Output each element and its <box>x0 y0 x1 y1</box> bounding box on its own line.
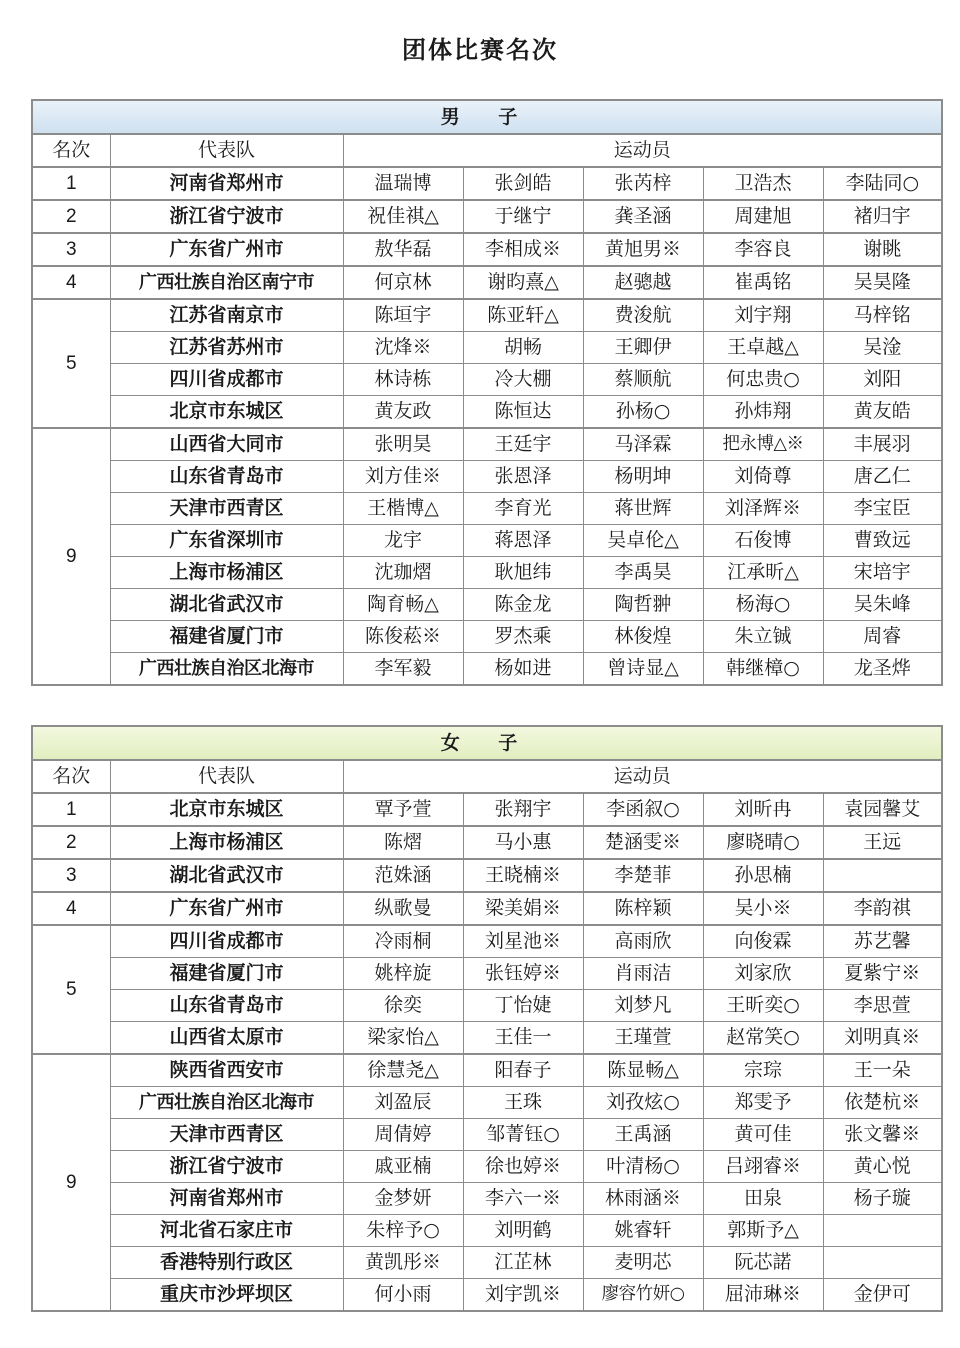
athlete-name: 吴小※ <box>703 892 823 925</box>
athlete-name: 江芷林 <box>463 1247 583 1279</box>
team-name: 福建省厦门市 <box>110 621 343 653</box>
team-row <box>32 1087 942 1119</box>
athlete-name: 刘方佳※ <box>343 461 463 493</box>
athlete-name: 唐乙仁 <box>823 461 942 493</box>
section-label: 男 子 <box>32 100 942 134</box>
athlete-name: 马梓铭 <box>823 299 942 332</box>
athlete-name: 叶清杨○ <box>583 1151 703 1183</box>
athlete-name: 王瑾萱 <box>583 1022 703 1055</box>
athlete-name: 杨子璇 <box>823 1183 942 1215</box>
rank-cell: 2 <box>32 826 110 859</box>
athlete-name: 依楚杭※ <box>823 1087 942 1119</box>
athlete-name: 王卿伊 <box>583 332 703 364</box>
team-row <box>32 1151 942 1183</box>
athlete-name: 朱梓予○ <box>343 1215 463 1247</box>
athlete-name: 刘明鹤 <box>463 1215 583 1247</box>
athlete-name: 王远 <box>823 826 942 859</box>
men-ranking-table <box>31 99 943 686</box>
athlete-name: 崔禹铭 <box>703 266 823 299</box>
team-name: 山东省青岛市 <box>110 990 343 1022</box>
team-name: 上海市杨浦区 <box>110 557 343 589</box>
athlete-name: 吴淦 <box>823 332 942 364</box>
athlete-name: 宗琮 <box>703 1054 823 1087</box>
team-name: 浙江省宁波市 <box>110 1151 343 1183</box>
athlete-name: 刘梦凡 <box>583 990 703 1022</box>
athlete-name: 龚圣涵 <box>583 200 703 233</box>
athlete-name: 冷大棚 <box>463 364 583 396</box>
athlete-name: 金梦妍 <box>343 1183 463 1215</box>
team-row <box>32 892 942 925</box>
section-label: 女 子 <box>32 726 942 760</box>
athlete-name <box>823 1215 942 1247</box>
athlete-name: 刘泽辉※ <box>703 493 823 525</box>
team-name: 湖北省武汉市 <box>110 859 343 892</box>
athlete-name: 金伊可 <box>823 1279 942 1312</box>
team-name: 天津市西青区 <box>110 493 343 525</box>
athlete-name: 温瑞博 <box>343 167 463 200</box>
athlete-name: 杨明坤 <box>583 461 703 493</box>
athlete-name: 刘盈辰 <box>343 1087 463 1119</box>
athlete-name: 罗杰乘 <box>463 621 583 653</box>
team-row <box>32 428 942 461</box>
athlete-name: 王禹涵 <box>583 1119 703 1151</box>
athlete-name: 刘星池※ <box>463 925 583 958</box>
athlete-name: 徐慧尧△ <box>343 1054 463 1087</box>
athlete-name: 阮芯諾 <box>703 1247 823 1279</box>
athlete-name: 龙宇 <box>343 525 463 557</box>
athlete-name <box>823 1247 942 1279</box>
team-name: 广东省广州市 <box>110 233 343 266</box>
athlete-name: 韩继樟○ <box>703 653 823 686</box>
team-row <box>32 1022 942 1055</box>
athlete-name: 李思萱 <box>823 990 942 1022</box>
team-name: 广东省深圳市 <box>110 525 343 557</box>
athlete-name: 周建旭 <box>703 200 823 233</box>
team-name: 四川省成都市 <box>110 364 343 396</box>
team-name: 陕西省西安市 <box>110 1054 343 1087</box>
athlete-name: 王昕奕○ <box>703 990 823 1022</box>
athlete-name: 蒋世辉 <box>583 493 703 525</box>
team-name: 河南省郑州市 <box>110 1183 343 1215</box>
athlete-name: 曾诗显△ <box>583 653 703 686</box>
team-name: 山东省青岛市 <box>110 461 343 493</box>
rank-cell: 3 <box>32 859 110 892</box>
team-row <box>32 493 942 525</box>
athlete-name: 石俊博 <box>703 525 823 557</box>
athlete-name: 夏紫宁※ <box>823 958 942 990</box>
team-row <box>32 1119 942 1151</box>
athlete-name: 吴朱峰 <box>823 589 942 621</box>
athlete-name: 李陆同○ <box>823 167 942 200</box>
rank-cell: 3 <box>32 233 110 266</box>
women-ranking-table <box>31 725 943 1312</box>
athlete-name: 屈沛琳※ <box>703 1279 823 1312</box>
athlete-name: 李楚菲 <box>583 859 703 892</box>
athlete-name: 梁美娟※ <box>463 892 583 925</box>
team-name: 山西省太原市 <box>110 1022 343 1055</box>
rank-cell: 9 <box>32 428 110 685</box>
team-name: 四川省成都市 <box>110 925 343 958</box>
team-name: 福建省厦门市 <box>110 958 343 990</box>
athlete-name: 袁园馨艾 <box>823 793 942 826</box>
team-row <box>32 589 942 621</box>
athlete-name: 费浚航 <box>583 299 703 332</box>
athlete-name: 赵常笑○ <box>703 1022 823 1055</box>
rank-cell: 4 <box>32 892 110 925</box>
athlete-name: 李育光 <box>463 493 583 525</box>
team-name: 上海市杨浦区 <box>110 826 343 859</box>
team-name: 广西壮族自治区北海市 <box>110 1087 343 1119</box>
team-row <box>32 266 942 299</box>
athlete-name: 黄友政 <box>343 396 463 429</box>
athlete-name: 丰展羽 <box>823 428 942 461</box>
athlete-name: 郑雯予 <box>703 1087 823 1119</box>
team-row <box>32 990 942 1022</box>
rank-cell: 5 <box>32 925 110 1054</box>
team-name: 重庆市沙坪坝区 <box>110 1279 343 1312</box>
athlete-name: 沈珈熠 <box>343 557 463 589</box>
athlete-name: 耿旭纬 <box>463 557 583 589</box>
athlete-name: 宋培宇 <box>823 557 942 589</box>
athlete-name: 廖晓晴○ <box>703 826 823 859</box>
athlete-name: 徐奕 <box>343 990 463 1022</box>
team-name: 浙江省宁波市 <box>110 200 343 233</box>
team-name: 香港特别行政区 <box>110 1247 343 1279</box>
team-name: 广东省广州市 <box>110 892 343 925</box>
athlete-name: 廖容竹妍○ <box>583 1279 703 1312</box>
rank-cell: 1 <box>32 793 110 826</box>
athlete-name: 李军毅 <box>343 653 463 686</box>
athlete-name: 陈显畅△ <box>583 1054 703 1087</box>
athlete-name: 戚亚楠 <box>343 1151 463 1183</box>
athlete-name: 冷雨桐 <box>343 925 463 958</box>
athlete-name: 江承昕△ <box>703 557 823 589</box>
team-row <box>32 525 942 557</box>
team-row <box>32 461 942 493</box>
athlete-name: 龙圣烨 <box>823 653 942 686</box>
team-name: 北京市东城区 <box>110 793 343 826</box>
rank-cell: 4 <box>32 266 110 299</box>
athlete-name: 林俊煌 <box>583 621 703 653</box>
athlete-name <box>823 859 942 892</box>
athlete-name: 李宝臣 <box>823 493 942 525</box>
section-band <box>32 100 942 134</box>
header-athletes: 运动员 <box>343 760 942 793</box>
athlete-name: 把永博△※ <box>703 428 823 461</box>
athlete-name: 周睿 <box>823 621 942 653</box>
team-row <box>32 621 942 653</box>
team-row <box>32 859 942 892</box>
athlete-name: 王晓楠※ <box>463 859 583 892</box>
athlete-name: 王廷宇 <box>463 428 583 461</box>
athlete-name: 张剑皓 <box>463 167 583 200</box>
athlete-name: 蒋恩泽 <box>463 525 583 557</box>
athlete-name: 何小雨 <box>343 1279 463 1312</box>
athlete-name: 徐也婷※ <box>463 1151 583 1183</box>
athlete-name: 李禹昊 <box>583 557 703 589</box>
athlete-name: 赵骢越 <box>583 266 703 299</box>
athlete-name: 陶育畅△ <box>343 589 463 621</box>
athlete-name: 阳春子 <box>463 1054 583 1087</box>
header-team: 代表队 <box>110 134 343 167</box>
athlete-name: 刘昕冉 <box>703 793 823 826</box>
athlete-name: 姚睿轩 <box>583 1215 703 1247</box>
rank-cell: 1 <box>32 167 110 200</box>
athlete-name: 王佳一 <box>463 1022 583 1055</box>
athlete-name: 沈烽※ <box>343 332 463 364</box>
page-title: 团体比赛名次 <box>402 36 558 64</box>
team-row <box>32 1054 942 1087</box>
athlete-name: 刘宇凯※ <box>463 1279 583 1312</box>
athlete-name: 卫浩杰 <box>703 167 823 200</box>
team-row <box>32 1247 942 1279</box>
athlete-name: 李函叙○ <box>583 793 703 826</box>
team-row <box>32 200 942 233</box>
team-name: 天津市西青区 <box>110 1119 343 1151</box>
team-row <box>32 1279 942 1312</box>
athlete-name: 郭斯予△ <box>703 1215 823 1247</box>
athlete-name: 吴卓伦△ <box>583 525 703 557</box>
header-athletes: 运动员 <box>343 134 942 167</box>
athlete-name: 孙炜翔 <box>703 396 823 429</box>
athlete-name: 张恩泽 <box>463 461 583 493</box>
athlete-name: 楚涵雯※ <box>583 826 703 859</box>
athlete-name: 王卓越△ <box>703 332 823 364</box>
athlete-name: 林雨涵※ <box>583 1183 703 1215</box>
athlete-name: 田泉 <box>703 1183 823 1215</box>
athlete-name: 吕翊睿※ <box>703 1151 823 1183</box>
team-row <box>32 1215 942 1247</box>
athlete-name: 李相成※ <box>463 233 583 266</box>
athlete-name: 高雨欣 <box>583 925 703 958</box>
athlete-name: 吴昊隆 <box>823 266 942 299</box>
rank-cell: 2 <box>32 200 110 233</box>
team-name: 江苏省南京市 <box>110 299 343 332</box>
athlete-name: 李六一※ <box>463 1183 583 1215</box>
athlete-name: 姚梓旋 <box>343 958 463 990</box>
athlete-name: 张明昊 <box>343 428 463 461</box>
athlete-name: 林诗栋 <box>343 364 463 396</box>
team-row <box>32 826 942 859</box>
team-row <box>32 364 942 396</box>
team-name: 河北省石家庄市 <box>110 1215 343 1247</box>
team-name: 北京市东城区 <box>110 396 343 429</box>
team-row <box>32 1183 942 1215</box>
athlete-name: 黄凯彤※ <box>343 1247 463 1279</box>
athlete-name: 周倩婷 <box>343 1119 463 1151</box>
athlete-name: 褚归宇 <box>823 200 942 233</box>
team-row <box>32 557 942 589</box>
athlete-name: 孙思楠 <box>703 859 823 892</box>
team-name: 河南省郑州市 <box>110 167 343 200</box>
athlete-name: 刘孜炫○ <box>583 1087 703 1119</box>
athlete-name: 敖华磊 <box>343 233 463 266</box>
team-row <box>32 925 942 958</box>
athlete-name: 陈梓颖 <box>583 892 703 925</box>
athlete-name: 张芮梓 <box>583 167 703 200</box>
athlete-name: 黄友皓 <box>823 396 942 429</box>
athlete-name: 胡畅 <box>463 332 583 364</box>
athlete-name: 黄可佳 <box>703 1119 823 1151</box>
athlete-name: 张钰婷※ <box>463 958 583 990</box>
team-name: 广西壮族自治区南宁市 <box>110 266 343 299</box>
athlete-name: 梁家怡△ <box>343 1022 463 1055</box>
header-team: 代表队 <box>110 760 343 793</box>
team-row <box>32 167 942 200</box>
athlete-name: 陈恒达 <box>463 396 583 429</box>
athlete-name: 陈垣宇 <box>343 299 463 332</box>
athlete-name: 范姝涵 <box>343 859 463 892</box>
athlete-name: 陈熠 <box>343 826 463 859</box>
athlete-name: 丁怡婕 <box>463 990 583 1022</box>
team-row <box>32 958 942 990</box>
rank-cell: 9 <box>32 1054 110 1311</box>
header-row <box>32 134 942 167</box>
athlete-name: 何忠贵○ <box>703 364 823 396</box>
athlete-name: 苏艺馨 <box>823 925 942 958</box>
athlete-name: 覃予萱 <box>343 793 463 826</box>
athlete-name: 朱立铖 <box>703 621 823 653</box>
athlete-name: 王珠 <box>463 1087 583 1119</box>
athlete-name: 马小惠 <box>463 826 583 859</box>
athlete-name: 李容良 <box>703 233 823 266</box>
athlete-name: 黄心悦 <box>823 1151 942 1183</box>
athlete-name: 陶哲翀 <box>583 589 703 621</box>
athlete-name: 张翔宇 <box>463 793 583 826</box>
header-rank: 名次 <box>32 134 110 167</box>
team-name: 山西省大同市 <box>110 428 343 461</box>
athlete-name: 何京林 <box>343 266 463 299</box>
team-name: 江苏省苏州市 <box>110 332 343 364</box>
athlete-name: 刘阳 <box>823 364 942 396</box>
header-row <box>32 760 942 793</box>
athlete-name: 祝佳祺△ <box>343 200 463 233</box>
athlete-name: 纵歌曼 <box>343 892 463 925</box>
athlete-name: 麦明芯 <box>583 1247 703 1279</box>
team-row <box>32 299 942 332</box>
athlete-name: 肖雨洁 <box>583 958 703 990</box>
athlete-name: 杨海○ <box>703 589 823 621</box>
athlete-name: 陈金龙 <box>463 589 583 621</box>
athlete-name: 刘宇翔 <box>703 299 823 332</box>
athlete-name: 刘倚尊 <box>703 461 823 493</box>
athlete-name: 王一朵 <box>823 1054 942 1087</box>
team-name: 湖北省武汉市 <box>110 589 343 621</box>
athlete-name: 黄旭男※ <box>583 233 703 266</box>
athlete-name: 李韵祺 <box>823 892 942 925</box>
athlete-name: 于继宁 <box>463 200 583 233</box>
team-row <box>32 233 942 266</box>
athlete-name: 向俊霖 <box>703 925 823 958</box>
athlete-name: 曹致远 <box>823 525 942 557</box>
rank-cell: 5 <box>32 299 110 428</box>
athlete-name: 蔡顺航 <box>583 364 703 396</box>
athlete-name: 王楷博△ <box>343 493 463 525</box>
team-row <box>32 793 942 826</box>
header-rank: 名次 <box>32 760 110 793</box>
athlete-name: 谢昀熹△ <box>463 266 583 299</box>
section-band <box>32 726 942 760</box>
athlete-name: 刘家欣 <box>703 958 823 990</box>
athlete-name: 谢眺 <box>823 233 942 266</box>
athlete-name: 张文馨※ <box>823 1119 942 1151</box>
athlete-name: 刘明真※ <box>823 1022 942 1055</box>
athlete-name: 陈亚轩△ <box>463 299 583 332</box>
team-row <box>32 396 942 429</box>
athlete-name: 孙杨○ <box>583 396 703 429</box>
athlete-name: 杨如进 <box>463 653 583 686</box>
athlete-name: 马泽霖 <box>583 428 703 461</box>
team-row <box>32 653 942 686</box>
athlete-name: 陈俊菘※ <box>343 621 463 653</box>
team-name: 广西壮族自治区北海市 <box>110 653 343 686</box>
athlete-name: 邹菁钰○ <box>463 1119 583 1151</box>
team-row <box>32 332 942 364</box>
